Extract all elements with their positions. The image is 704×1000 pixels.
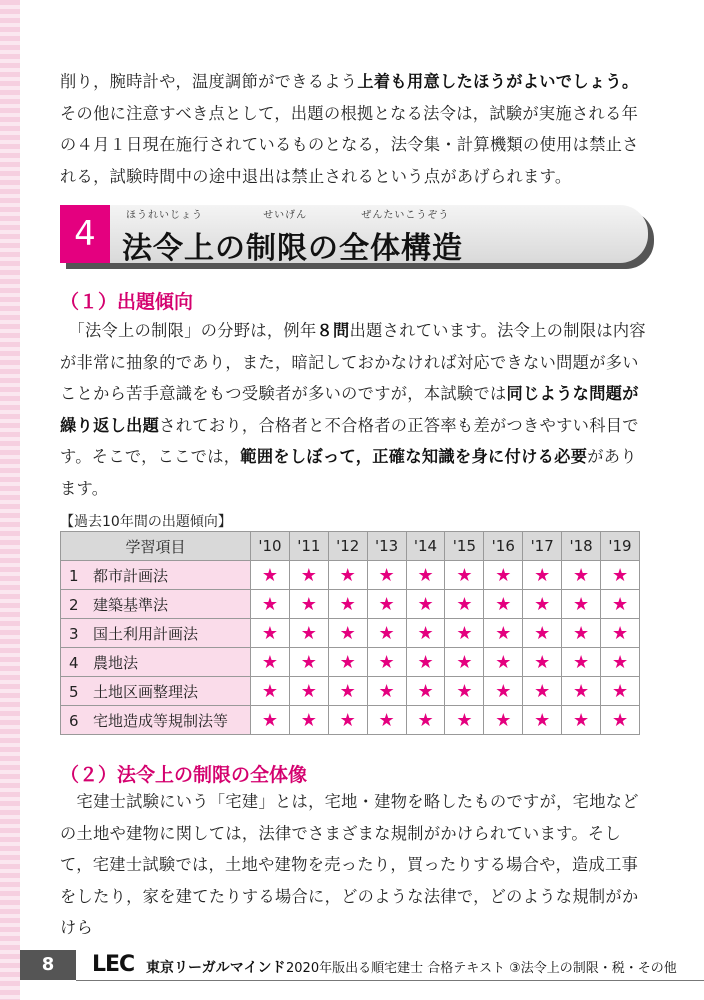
- star-icon: ★: [289, 590, 328, 619]
- star-icon: ★: [523, 561, 562, 590]
- star-icon: ★: [523, 706, 562, 735]
- star-icon: ★: [367, 590, 406, 619]
- star-icon: ★: [406, 677, 445, 706]
- star-icon: ★: [562, 561, 601, 590]
- star-icon: ★: [406, 561, 445, 590]
- star-icon: ★: [445, 706, 484, 735]
- star-icon: ★: [328, 648, 367, 677]
- star-icon: ★: [484, 648, 523, 677]
- star-icon: ★: [367, 706, 406, 735]
- star-icon: ★: [367, 677, 406, 706]
- page-footer: [0, 950, 704, 982]
- star-icon: ★: [445, 619, 484, 648]
- star-icon: ★: [484, 706, 523, 735]
- star-icon: ★: [251, 648, 290, 677]
- header-year: '10: [251, 532, 290, 561]
- trend-text: 「法令上の制限」の分野は，例年: [76, 321, 317, 340]
- star-icon: ★: [328, 706, 367, 735]
- section-heading: [60, 205, 648, 266]
- trend-emphasis: 同じような問題が繰り返し出題: [60, 384, 639, 435]
- ruby-text: せいげん: [263, 210, 308, 221]
- table-row: [61, 590, 640, 619]
- subheading-trend: （１）出題傾向: [60, 291, 194, 313]
- overview-paragraph: [60, 786, 650, 944]
- header-item: 学習項目: [61, 532, 251, 561]
- star-icon: ★: [562, 706, 601, 735]
- page-edge-strip: [0, 0, 20, 1000]
- study-item: [61, 561, 251, 590]
- lec-logo: LEC: [92, 952, 135, 977]
- star-icon: ★: [523, 590, 562, 619]
- star-icon: ★: [289, 706, 328, 735]
- star-icon: ★: [289, 677, 328, 706]
- star-icon: ★: [601, 648, 640, 677]
- star-icon: ★: [562, 590, 601, 619]
- item-number: 6: [69, 711, 79, 730]
- star-icon: ★: [523, 648, 562, 677]
- star-icon: ★: [406, 648, 445, 677]
- header-year: '19: [601, 532, 640, 561]
- star-icon: ★: [406, 706, 445, 735]
- star-icon: ★: [367, 619, 406, 648]
- study-item: [61, 619, 251, 648]
- subheading-overview: （２）法令上の制限の全体像: [60, 764, 308, 786]
- header-year: '18: [562, 532, 601, 561]
- exam-trend-table: [60, 531, 640, 735]
- intro-text: 削り，腕時計や，温度調節ができるよう: [60, 72, 358, 91]
- star-icon: ★: [484, 561, 523, 590]
- star-icon: ★: [251, 561, 290, 590]
- star-icon: ★: [328, 590, 367, 619]
- star-icon: ★: [251, 590, 290, 619]
- item-number: 2: [69, 595, 79, 614]
- item-number: 1: [69, 566, 79, 585]
- header-year: '13: [367, 532, 406, 561]
- item-number: 4: [69, 653, 79, 672]
- company-name: 東京リーガルマインド: [146, 960, 286, 976]
- trend-emphasis: ８問: [316, 321, 350, 340]
- trend-text: があります。: [60, 447, 637, 498]
- ruby-text: ほうれいじょう: [126, 210, 203, 221]
- header-year: '16: [484, 532, 523, 561]
- star-icon: ★: [562, 648, 601, 677]
- header-year: '12: [328, 532, 367, 561]
- header-year: '11: [289, 532, 328, 561]
- study-item: [61, 706, 251, 735]
- item-label: 建築基準法: [93, 595, 169, 614]
- star-icon: ★: [406, 590, 445, 619]
- star-icon: ★: [601, 706, 640, 735]
- star-icon: ★: [562, 677, 601, 706]
- star-icon: ★: [601, 677, 640, 706]
- star-icon: ★: [484, 619, 523, 648]
- trend-text: 出題されています。法令上の制限は内容が非常に抽象的であり，また，暗記しておかなければ対応できない問題が多いことから苦手意識をもつ受験者が多いのですが，本試験では: [60, 321, 646, 403]
- study-item: [61, 648, 251, 677]
- star-icon: ★: [484, 590, 523, 619]
- table-row: [61, 619, 640, 648]
- overview-text: 宅建士試験にいう「宅建」とは，宅地・建物を略したものですが，宅地などの土地や建物に関しては，法律でさまざまな規制がかけられています。そして，宅建士試験では，土地や建物を売ったり，買ったりする場合や，造成工事をしたり，家を建てたりする場合に，どのような法律で，どのような規制がかけら: [60, 792, 639, 937]
- trend-emphasis: 範囲をしぼって，正確な知識を身に付ける必要: [240, 447, 588, 466]
- star-icon: ★: [523, 619, 562, 648]
- section-number: 4: [60, 205, 110, 263]
- star-icon: ★: [406, 619, 445, 648]
- star-icon: ★: [484, 677, 523, 706]
- star-icon: ★: [289, 619, 328, 648]
- header-year: '15: [445, 532, 484, 561]
- star-icon: ★: [367, 561, 406, 590]
- item-label: 農地法: [93, 653, 139, 672]
- star-icon: ★: [445, 677, 484, 706]
- star-icon: ★: [251, 677, 290, 706]
- table-body: [61, 561, 640, 735]
- intro-paragraph: [60, 66, 650, 192]
- item-label: 土地区画整理法: [93, 682, 199, 701]
- intro-emphasis: 上着も用意したほうがよいでしょう。: [357, 72, 639, 91]
- star-icon: ★: [601, 561, 640, 590]
- item-label: 都市計画法: [93, 566, 169, 585]
- study-item: [61, 677, 251, 706]
- star-icon: ★: [328, 677, 367, 706]
- star-icon: ★: [251, 706, 290, 735]
- item-label: 宅地造成等規制法等: [93, 711, 229, 730]
- study-item: [61, 590, 251, 619]
- star-icon: ★: [445, 590, 484, 619]
- table-caption: 【過去10年間の出題傾向】: [60, 514, 232, 530]
- intro-text: の４月１日現在施行されているものとなる，法令集・計算機類の使用は禁止さ: [60, 135, 639, 154]
- star-icon: ★: [562, 619, 601, 648]
- item-number: 3: [69, 624, 79, 643]
- page-number: 8: [20, 950, 76, 980]
- table-row: [61, 706, 640, 735]
- star-icon: ★: [601, 619, 640, 648]
- intro-text: れる，試験時間中の途中退出は禁止されるという点があげられます。: [60, 166, 572, 186]
- table-row: [61, 561, 640, 590]
- star-icon: ★: [601, 590, 640, 619]
- star-icon: ★: [367, 648, 406, 677]
- section-title: 法令上の制限の全体構造: [122, 231, 463, 266]
- star-icon: ★: [289, 561, 328, 590]
- item-label: 国土利用計画法: [93, 624, 199, 643]
- header-year: '14: [406, 532, 445, 561]
- item-number: 5: [69, 682, 79, 701]
- star-icon: ★: [328, 619, 367, 648]
- section-ruby: [126, 206, 449, 221]
- star-icon: ★: [328, 561, 367, 590]
- intro-text: その他に注意すべき点として，出題の根拠となる法令は，試験が実施される年: [60, 103, 639, 123]
- header-year: '17: [523, 532, 562, 561]
- trend-text: されており，合格者と不合格者の正答率も差がつきやすい科目です。そこで，ここでは，: [60, 415, 639, 466]
- footer-rule: [76, 980, 704, 981]
- table-row: [61, 677, 640, 706]
- table-header-row: [61, 532, 640, 561]
- star-icon: ★: [289, 648, 328, 677]
- star-icon: ★: [445, 648, 484, 677]
- ruby-text: ぜんたいこうぞう: [361, 210, 450, 221]
- star-icon: ★: [251, 619, 290, 648]
- book-title: 2020年版出る順宅建士 合格テキスト ③法令上の制限・税・その他: [286, 961, 677, 976]
- star-icon: ★: [523, 677, 562, 706]
- table-row: [61, 648, 640, 677]
- star-icon: ★: [445, 561, 484, 590]
- trend-paragraph: [60, 315, 650, 504]
